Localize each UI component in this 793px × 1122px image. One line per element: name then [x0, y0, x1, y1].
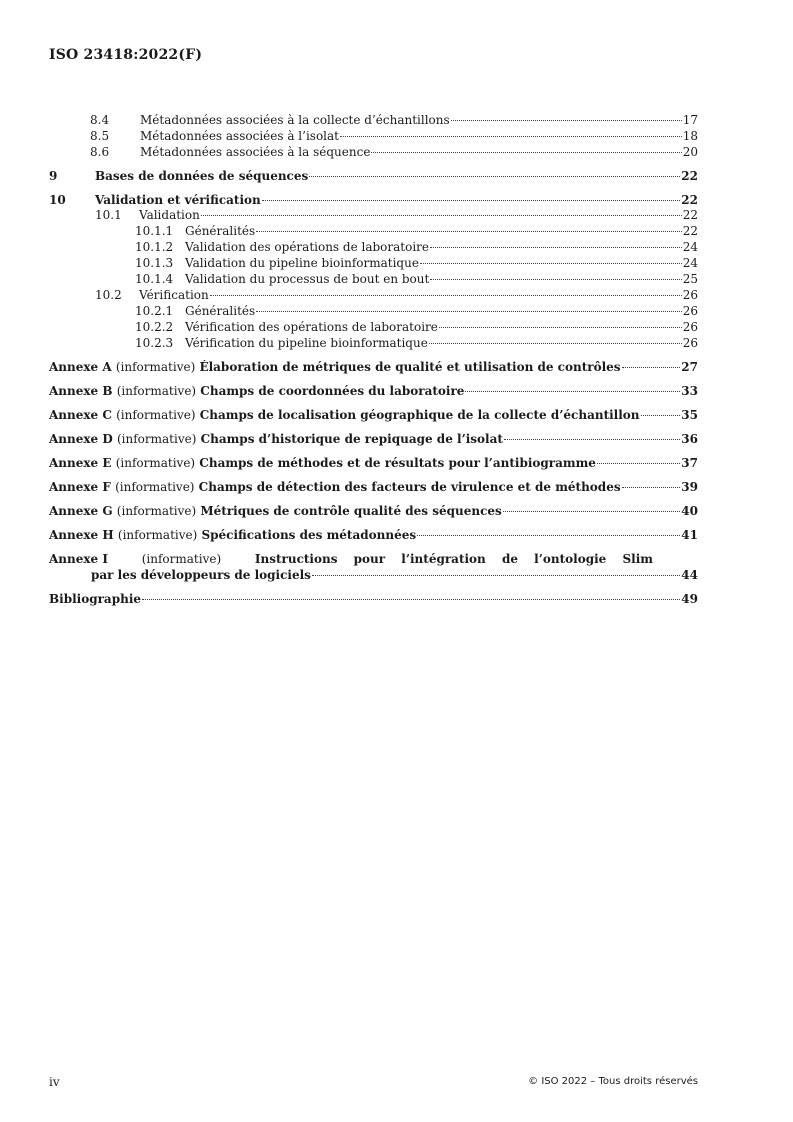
toc-page: 36 — [681, 432, 698, 446]
toc-title-continued: par les développeurs de logiciels — [91, 568, 311, 582]
toc-page: 49 — [681, 592, 698, 606]
toc-page: 20 — [682, 145, 698, 159]
toc-number: 10.1 — [95, 208, 122, 222]
toc-number: 10.2.3 — [135, 336, 174, 350]
toc-title: Champs de méthodes et de résultats pour l’antibiogramme — [199, 456, 596, 470]
toc-page: 22 — [682, 224, 698, 238]
toc-title: Métriques de contrôle qualité des séquences — [200, 504, 502, 518]
toc-leader — [439, 326, 682, 328]
toc-leader — [504, 438, 680, 440]
toc-page: 17 — [682, 113, 698, 127]
toc-page: 26 — [682, 320, 698, 334]
toc-number: Annexe I — [49, 552, 108, 566]
toc-entry-10-1[interactable] — [49, 208, 698, 223]
toc-leader — [430, 278, 681, 280]
toc-page: 26 — [682, 336, 698, 350]
toc-entry-annexe-h[interactable] — [49, 528, 698, 543]
toc-entry-8-5[interactable] — [49, 129, 698, 144]
toc-number: 10.2 — [95, 288, 122, 302]
toc-entry-9[interactable] — [49, 169, 698, 184]
toc-title: Validation des opérations de laboratoire — [185, 240, 430, 254]
toc-title: Validation du processus de bout en bout — [185, 272, 430, 286]
toc-entry-10[interactable] — [49, 193, 698, 208]
toc-leader — [429, 342, 682, 344]
toc-leader — [309, 175, 680, 177]
toc-title: Vérification des opérations de laboratoire — [185, 320, 438, 334]
toc-leader — [622, 366, 681, 368]
toc-number: Annexe D — [49, 432, 113, 446]
toc-entry-annexe-f[interactable] — [49, 480, 698, 495]
toc-number: Annexe E — [49, 456, 112, 470]
toc-page: 44 — [681, 568, 698, 582]
toc-leader — [622, 486, 681, 488]
toc-entry-10-1-3[interactable] — [49, 256, 698, 271]
toc-page: 35 — [681, 408, 698, 422]
toc-leader — [465, 390, 680, 392]
toc-title: Généralités — [185, 224, 256, 238]
toc-leader — [201, 214, 682, 216]
toc-page: 22 — [681, 193, 698, 207]
toc-number: 10 — [49, 193, 66, 207]
toc-number: 8.6 — [90, 145, 110, 159]
toc-number: Annexe C — [49, 408, 112, 422]
toc-leader — [417, 534, 680, 536]
toc-number: 10.1.2 — [135, 240, 174, 254]
toc-title: Champs de détection des facteurs de virulence et de méthodes — [198, 480, 621, 494]
toc-number: Annexe F — [49, 480, 111, 494]
toc-entry-annexe-a[interactable] — [49, 360, 698, 375]
toc-entry-annexe-i-continued[interactable] — [49, 568, 698, 583]
toc-page: 37 — [681, 456, 698, 470]
toc-title: Bibliographie — [49, 592, 142, 606]
toc-entry-bibliographie[interactable] — [49, 592, 698, 607]
toc-page: 22 — [681, 169, 698, 183]
toc-title: Validation — [139, 208, 200, 222]
toc-title: Élaboration de métriques de qualité et utilisation de contrôles — [199, 360, 621, 374]
toc-leader — [641, 414, 681, 416]
toc-entry-annexe-i[interactable] — [49, 552, 653, 567]
toc-qualifier: (informative) — [115, 456, 196, 470]
toc-title: Validation et vérification — [95, 193, 261, 207]
toc-leader — [371, 151, 681, 153]
toc-title: Instructions pour l’intégration de l’ontologie Slim — [254, 552, 653, 566]
toc-qualifier: (informative) — [116, 408, 196, 422]
toc-title: Métadonnées associées à la séquence — [140, 145, 371, 159]
toc-number: 10.1.4 — [135, 272, 174, 286]
toc-qualifier: (informative) — [117, 528, 198, 542]
toc-title: Bases de données de séquences — [95, 169, 309, 183]
toc-entry-annexe-g[interactable] — [49, 504, 698, 519]
toc-number: 10.1.3 — [135, 256, 174, 270]
toc-number: Annexe G — [49, 504, 113, 518]
toc-entry-10-2-3[interactable] — [49, 336, 698, 351]
toc-page: 40 — [681, 504, 698, 518]
toc-number: Annexe A — [49, 360, 112, 374]
toc-qualifier: (informative) — [115, 360, 196, 374]
toc-entry-10-1-1[interactable] — [49, 224, 698, 239]
toc-leader — [503, 510, 681, 512]
toc-title: Validation du pipeline bioinformatique — [185, 256, 419, 270]
toc-page: 24 — [682, 240, 698, 254]
toc-entry-10-2[interactable] — [49, 288, 698, 303]
toc-leader — [451, 119, 682, 121]
toc-leader — [262, 199, 681, 201]
toc-number: 8.5 — [90, 129, 110, 143]
toc-entry-annexe-b[interactable] — [49, 384, 698, 399]
toc-page: 18 — [682, 129, 698, 143]
toc-page: 41 — [681, 528, 698, 542]
toc-qualifier: (informative) — [141, 552, 222, 566]
toc-number: 10.2.1 — [135, 304, 174, 318]
toc-leader — [312, 574, 680, 576]
toc-page: 33 — [681, 384, 698, 398]
toc-page: 26 — [682, 288, 698, 302]
toc-page: 22 — [682, 208, 698, 222]
toc-entry-10-1-4[interactable] — [49, 272, 698, 287]
toc-page: 39 — [681, 480, 698, 494]
toc-leader — [340, 135, 682, 137]
toc-qualifier: (informative) — [115, 480, 195, 494]
toc-title: Métadonnées associées à l’isolat — [140, 129, 339, 143]
toc-qualifier: (informative) — [116, 504, 197, 518]
toc-entry-10-2-2[interactable] — [49, 320, 698, 335]
toc-entry-8-4[interactable] — [49, 113, 698, 128]
toc-title: Champs d’historique de repiquage de l’isolat — [200, 432, 503, 446]
toc-number: Annexe B — [49, 384, 113, 398]
toc-leader — [256, 230, 682, 232]
toc-leader — [420, 262, 682, 264]
toc-entry-annexe-d[interactable] — [49, 432, 698, 447]
toc-title: Spécifications des métadonnées — [201, 528, 417, 542]
toc-leader — [210, 294, 682, 296]
toc-number: 10.2.2 — [135, 320, 174, 334]
toc-qualifier: (informative) — [116, 384, 197, 398]
toc-leader — [597, 462, 680, 464]
toc-number: 9 — [49, 169, 58, 183]
toc-entry-8-6[interactable] — [49, 145, 698, 160]
footer-copyright: © ISO 2022 – Tous droits réservés — [528, 1076, 698, 1087]
toc-entry-annexe-c[interactable] — [49, 408, 698, 423]
toc-number: 8.4 — [90, 113, 110, 127]
toc-entry-10-1-2[interactable] — [49, 240, 698, 255]
toc-title: Champs de coordonnées du laboratoire — [200, 384, 465, 398]
toc-number: 10.1.1 — [135, 224, 174, 238]
toc-title: Vérification — [139, 288, 209, 302]
toc-leader — [430, 246, 682, 248]
toc-leader — [142, 598, 680, 600]
toc-leader — [256, 310, 682, 312]
toc-title: Généralités — [185, 304, 256, 318]
toc-entry-annexe-e[interactable] — [49, 456, 698, 471]
document-header-title: ISO 23418:2022(F) — [49, 47, 203, 63]
toc-title: Vérification du pipeline bioinformatique — [185, 336, 428, 350]
toc-page: 24 — [682, 256, 698, 270]
toc-number: Annexe H — [49, 528, 114, 542]
toc-page: 26 — [682, 304, 698, 318]
toc-title: Métadonnées associées à la collecte d’échantillons — [140, 113, 450, 127]
toc-entry-10-2-1[interactable] — [49, 304, 698, 319]
toc-page: 25 — [682, 272, 698, 286]
toc-title: Champs de localisation géographique de la collecte d’échantillon — [199, 408, 640, 422]
toc-qualifier: (informative) — [116, 432, 197, 446]
footer-page-number: iv — [49, 1075, 60, 1089]
toc-page: 27 — [681, 360, 698, 374]
